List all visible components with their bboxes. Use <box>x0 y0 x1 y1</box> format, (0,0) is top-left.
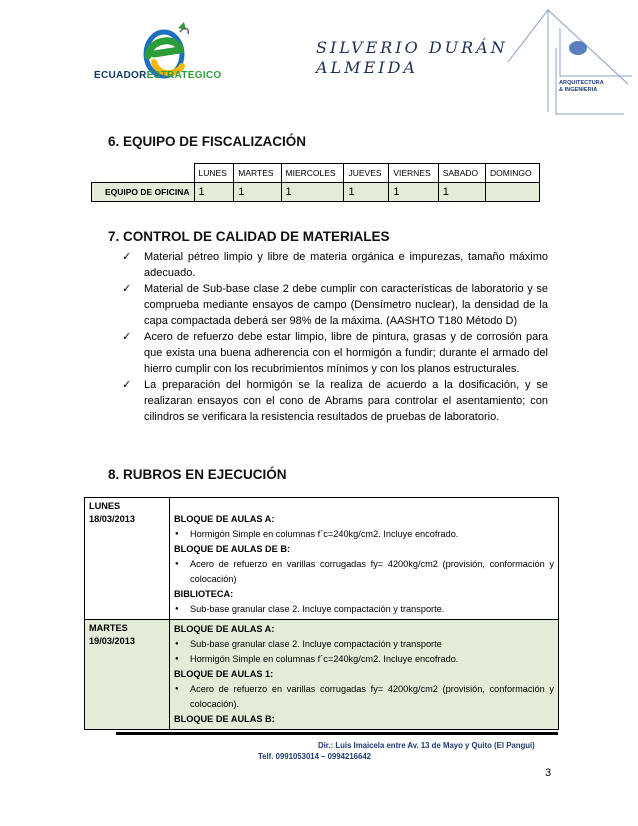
day-value: 1 <box>389 183 438 202</box>
section-8-heading: 8. RUBROS EN EJECUCIÓN <box>108 467 287 482</box>
day-header: MARTES <box>234 164 281 183</box>
arch-line-1: ARQUITECTURA <box>559 80 604 86</box>
day-header: MIERCOLES <box>281 164 344 183</box>
group-list <box>174 637 554 667</box>
day-header: SABADO <box>438 164 485 183</box>
day-value <box>486 183 540 202</box>
table-row <box>85 498 559 620</box>
group-title: BLOQUE DE AULAS 1: <box>174 669 274 679</box>
list-item: ● Hormigón Simple en columnas f´c=240kg/cm2. Incluye encofrado. <box>174 527 554 542</box>
group-title: BLOQUE DE AULAS A: <box>174 624 275 634</box>
checkmark-icon: ✓ <box>122 379 132 391</box>
day-value: 1 <box>194 183 234 202</box>
date-label: 19/03/2013 <box>89 636 135 646</box>
list-item: ● Sub-base granular clase 2. Incluye compactación y transporte. <box>174 602 554 617</box>
footer-address: Dir.: Luis Imaicela entre Av. 13 de Mayo y Quito (El Pangui) <box>318 741 535 750</box>
footer-phone: Telf. 0991053014 – 0994216642 <box>258 752 372 761</box>
list-item: ● Sub-base granular clase 2. Incluye compactación y transporte <box>174 637 554 652</box>
day-header: JUEVES <box>344 164 389 183</box>
group-list <box>174 682 554 712</box>
section-6-heading: 6. EQUIPO DE FISCALIZACIÓN <box>108 134 307 149</box>
list-item: ● Acero de refuerzo en varillas corrugadas fy= 4200kg/cm2 (provisión, conformación y colocación) <box>174 557 554 587</box>
checkmark-icon: ✓ <box>122 283 132 295</box>
group-list <box>174 557 554 587</box>
checkmark-icon: ✓ <box>122 331 132 343</box>
rubros-cell <box>170 620 559 730</box>
table-row <box>92 183 540 202</box>
group-title: BLOQUE DE AULAS B: <box>174 714 275 724</box>
footer-divider <box>116 732 558 735</box>
architecture-caption <box>559 80 604 94</box>
day-label: LUNES <box>89 501 121 511</box>
day-header: VIERNES <box>389 164 438 183</box>
list-item: ✓ Material pétreo limpio y libre de materia orgánica e impurezas, tamaño máximo adecuado. <box>122 251 548 279</box>
group-list <box>174 602 554 617</box>
date-cell <box>85 498 170 620</box>
day-value: 1 <box>438 183 485 202</box>
quality-control-list <box>120 249 548 425</box>
page-number: 3 <box>545 767 552 779</box>
arch-line-2: & INGENIERIA <box>559 87 598 93</box>
list-item: ✓ La preparación del hormigón se la realiza de acuerdo a la dosificación, y se realizaran ensayos con el cono de Abrams para controlar el asentamiento; con cilindros se verificara la resistencia resultados de pruebas de laboratorio. <box>122 379 548 423</box>
header-name <box>316 38 536 78</box>
group-title: BIBLIOTECA: <box>174 589 234 599</box>
date-label: 18/03/2013 <box>89 514 135 524</box>
group-list <box>174 527 554 542</box>
logo-wordmark: ECUADORESTRATEGICO <box>94 70 222 81</box>
day-header: LUNES <box>194 164 234 183</box>
rubros-cell <box>170 498 559 620</box>
rubros-table <box>84 497 559 730</box>
table-row <box>92 164 540 183</box>
list-item: ✓ Acero de refuerzo debe estar limpio, libre de pintura, grasas y de corrosión para que exista una buena adherencia con el hormigón a fundir; durante el armado del hierro cumplir con los recubrimientos mínimos y con los planos estructurales. <box>122 331 548 375</box>
checkmark-icon: ✓ <box>122 251 132 263</box>
table-row <box>85 620 559 730</box>
fiscalizacion-table <box>91 163 540 202</box>
header-name-line-2: ALMEIDA <box>316 58 418 77</box>
day-label: MARTES <box>89 623 128 633</box>
section-7-heading: 7. CONTROL DE CALIDAD DE MATERIALES <box>108 229 390 244</box>
architecture-logo <box>504 8 632 118</box>
day-header: DOMINGO <box>486 164 540 183</box>
header-name-line-1: SILVERIO DURÁN <box>316 38 508 57</box>
date-cell <box>85 620 170 730</box>
day-value: 1 <box>344 183 389 202</box>
group-title: BLOQUE DE AULAS A: <box>174 514 275 524</box>
list-item: ● Acero de refuerzo en varillas corrugadas fy= 4200kg/cm2 (provisión, conformación y colocación). <box>174 682 554 712</box>
list-item: ✓ Material de Sub-base clase 2 debe cumplir con características de laboratorio y se comprueba mediante ensayos de campo (Densímetro nuclear), la densidad de la capa compactada deberá ser 98% de la máxima. (AASHTO T180 Método D) <box>122 283 548 327</box>
list-item: ● Hormigón Simple en columnas f´c=240kg/cm2. Incluye encofrado. <box>174 652 554 667</box>
row-label: EQUIPO DE OFICINA <box>92 183 195 202</box>
group-title: BLOQUE DE AULAS DE B: <box>174 544 291 554</box>
day-value: 1 <box>281 183 344 202</box>
empty-corner-cell <box>92 164 195 183</box>
day-value: 1 <box>234 183 281 202</box>
